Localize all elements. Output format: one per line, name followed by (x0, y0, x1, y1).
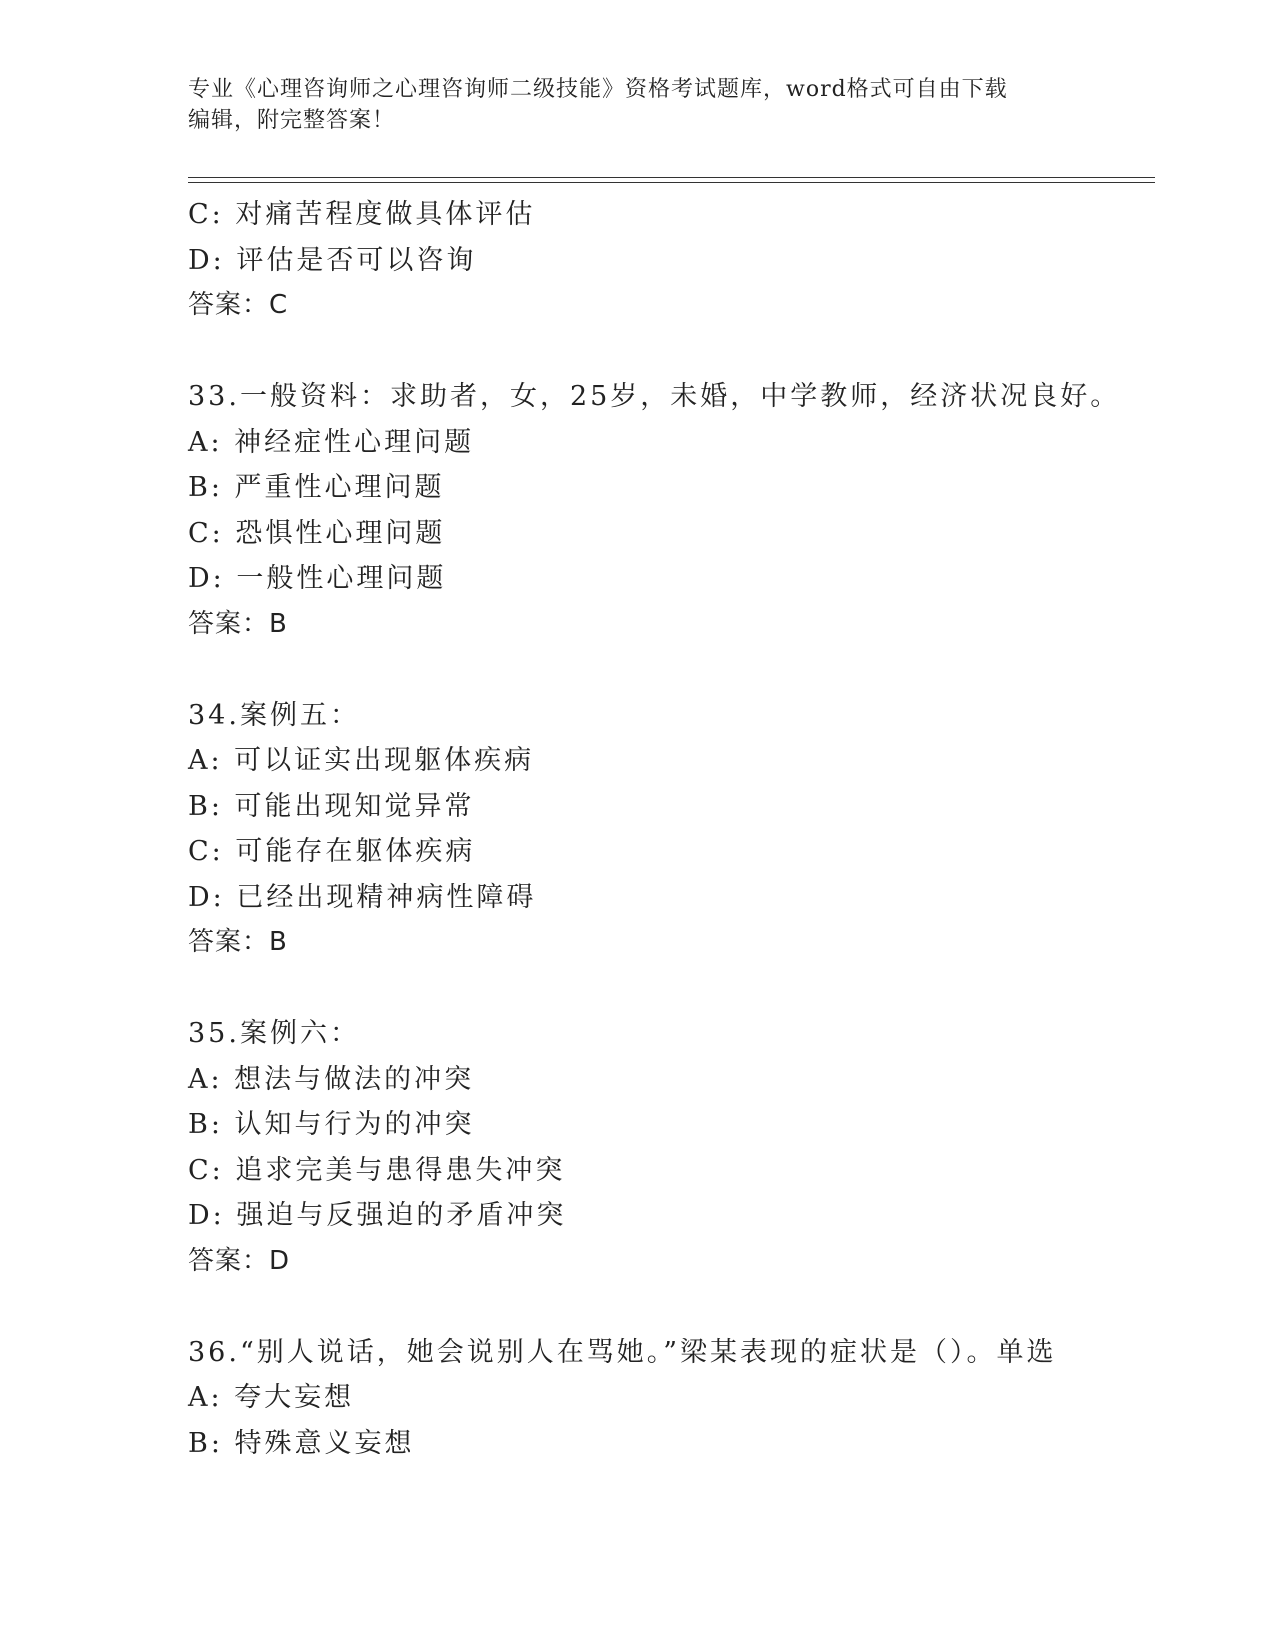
answer-line: 答案：D (188, 1245, 291, 1276)
option-line: D: 已经出现精神病性障碍 (188, 881, 537, 913)
question-stem: 33.一般资料：求助者，女，25岁，未婚，中学教师，经济状况良好。 (188, 381, 1121, 412)
answer-line: 答案：B (188, 927, 288, 957)
blank-line (188, 329, 1148, 375)
option-line: D: 一般性心理问题 (188, 563, 447, 594)
option-line: D: 评估是否可以咨询 (188, 244, 477, 276)
header-rule-bottom (188, 182, 1155, 183)
option-line: A: 想法与做法的冲突 (188, 1063, 475, 1095)
blank-line (188, 1284, 1148, 1330)
option-line: A: 夸大妄想 (188, 1382, 355, 1413)
option-line: C: 恐惧性心理问题 (188, 517, 446, 549)
question-list (188, 192, 1148, 1466)
option-line: D: 强迫与反强迫的矛盾冲突 (188, 1200, 567, 1231)
question-stem: 36.“别人说话，她会说别人在骂她。”梁某表现的症状是（）。单选 (188, 1336, 1057, 1368)
option-line: C: 可能存在躯体疾病 (188, 836, 476, 867)
option-line: A: 可以证实出现躯体疾病 (188, 745, 535, 776)
header-line-2: 编辑，附完整答案！ (188, 108, 396, 133)
blank-line (188, 647, 1148, 693)
option-line: B: 认知与行为的冲突 (188, 1109, 475, 1140)
option-line: C: 对痛苦程度做具体评估 (188, 199, 536, 230)
header-line-1: 专业《心理咨询师之心理咨询师二级技能》资格考试题库，word格式可自由下载 (188, 77, 1008, 102)
answer-line: 答案：B (188, 608, 288, 639)
question-stem: 34.案例五： (188, 699, 360, 731)
document-header (188, 74, 1088, 136)
answer-line: 答案：C (188, 290, 289, 320)
option-line: B: 可能出现知觉异常 (188, 790, 475, 822)
option-line: B: 特殊意义妄想 (188, 1427, 415, 1459)
option-line: C: 追求完美与患得患失冲突 (188, 1154, 566, 1186)
option-line: A: 神经症性心理问题 (188, 426, 475, 458)
header-rule-top (188, 177, 1155, 178)
option-line: B: 严重性心理问题 (188, 472, 445, 503)
question-stem: 35.案例六： (188, 1018, 360, 1049)
blank-line (188, 966, 1148, 1012)
